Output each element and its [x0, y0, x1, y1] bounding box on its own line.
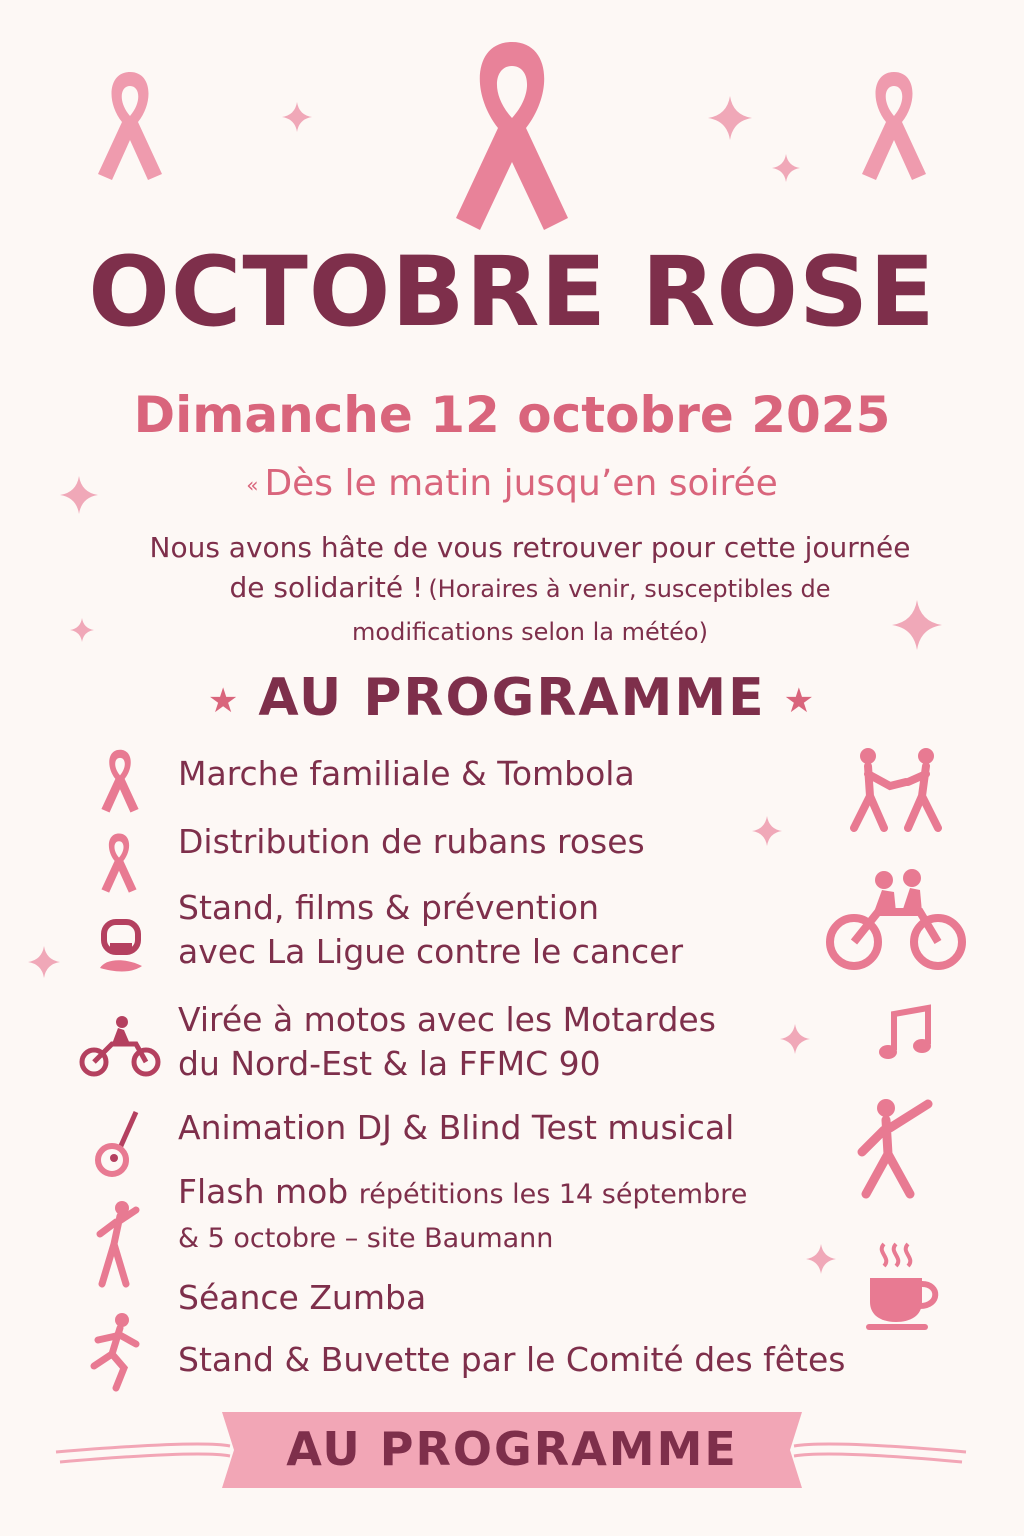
- program-item-dj: Animation DJ & Blind Test musical: [178, 1108, 735, 1147]
- banner-label: AU PROGRAMME: [286, 1422, 738, 1476]
- program-item-zumba: Séance Zumba: [178, 1278, 427, 1317]
- dancer-icon: [92, 1200, 142, 1290]
- program-item-motorcycles: Virée à motos avec les Motardes du Nord-Est & la FFMC 90: [178, 1000, 716, 1083]
- quote-mark: «: [246, 473, 259, 497]
- intro-line-3: modifications selon la météo): [352, 618, 708, 646]
- music-note-icon: [878, 1004, 934, 1066]
- intro-text: [100, 528, 960, 652]
- program-item-flashmob: Flash mob répétitions les 14 séptembre & 5 octobre – site Baumann: [178, 1172, 748, 1254]
- sparkle-icon: [282, 102, 312, 132]
- intro-line-2-note: (Horaires à venir, susceptibles de: [428, 575, 831, 603]
- sparkle-icon: [70, 618, 94, 642]
- event-date: Dimanche 12 octobre 2025: [133, 386, 891, 444]
- dancer-icon: [852, 1096, 936, 1200]
- ribbon-left-icon: [88, 62, 172, 186]
- program-item-walk: Marche familiale & Tombola: [178, 754, 635, 793]
- sparkle-icon: [28, 946, 60, 978]
- motorcycle-icon: [78, 1014, 162, 1080]
- sparkle-icon: [780, 1024, 810, 1054]
- stand-icon: [96, 916, 146, 976]
- program-item-ribbons: Distribution de rubans roses: [178, 822, 645, 861]
- star-icon: ★: [207, 681, 241, 721]
- intro-line-2: [100, 568, 960, 612]
- sparkle-icon: [772, 154, 800, 182]
- event-hours: [0, 463, 1024, 504]
- sparkle-icon: [806, 1244, 836, 1274]
- ribbon-center-icon: [442, 30, 582, 240]
- program-heading: [0, 668, 1024, 728]
- intro-line-1: Nous avons hâte de vous retrouver pour cette journée: [149, 531, 911, 564]
- couple-dancing-icon: [846, 746, 946, 832]
- coffee-cup-icon: [862, 1240, 944, 1332]
- intro-line-2-main: de solidarité !: [229, 571, 424, 604]
- star-icon: ★: [783, 681, 817, 721]
- motorcycle-duo-icon: [824, 868, 968, 972]
- ribbon-icon: [96, 826, 142, 898]
- runner-icon: [86, 1312, 146, 1392]
- program-heading-text: AU PROGRAMME: [258, 668, 766, 728]
- program-item-buvette: Stand & Buvette par le Comité des fêtes: [178, 1340, 846, 1379]
- program-item-stand: Stand, films & prévention avec La Ligue contre le cancer: [178, 888, 684, 971]
- guitar-icon: [94, 1108, 146, 1178]
- poster-title: OCTOBRE ROSE: [88, 236, 936, 348]
- event-hours-text: Dès le matin jusqu’en soirée: [264, 463, 778, 504]
- sparkle-icon: [752, 816, 782, 846]
- ribbon-icon: [94, 744, 146, 816]
- sparkle-icon: [708, 96, 752, 140]
- ribbon-right-icon: [852, 62, 936, 186]
